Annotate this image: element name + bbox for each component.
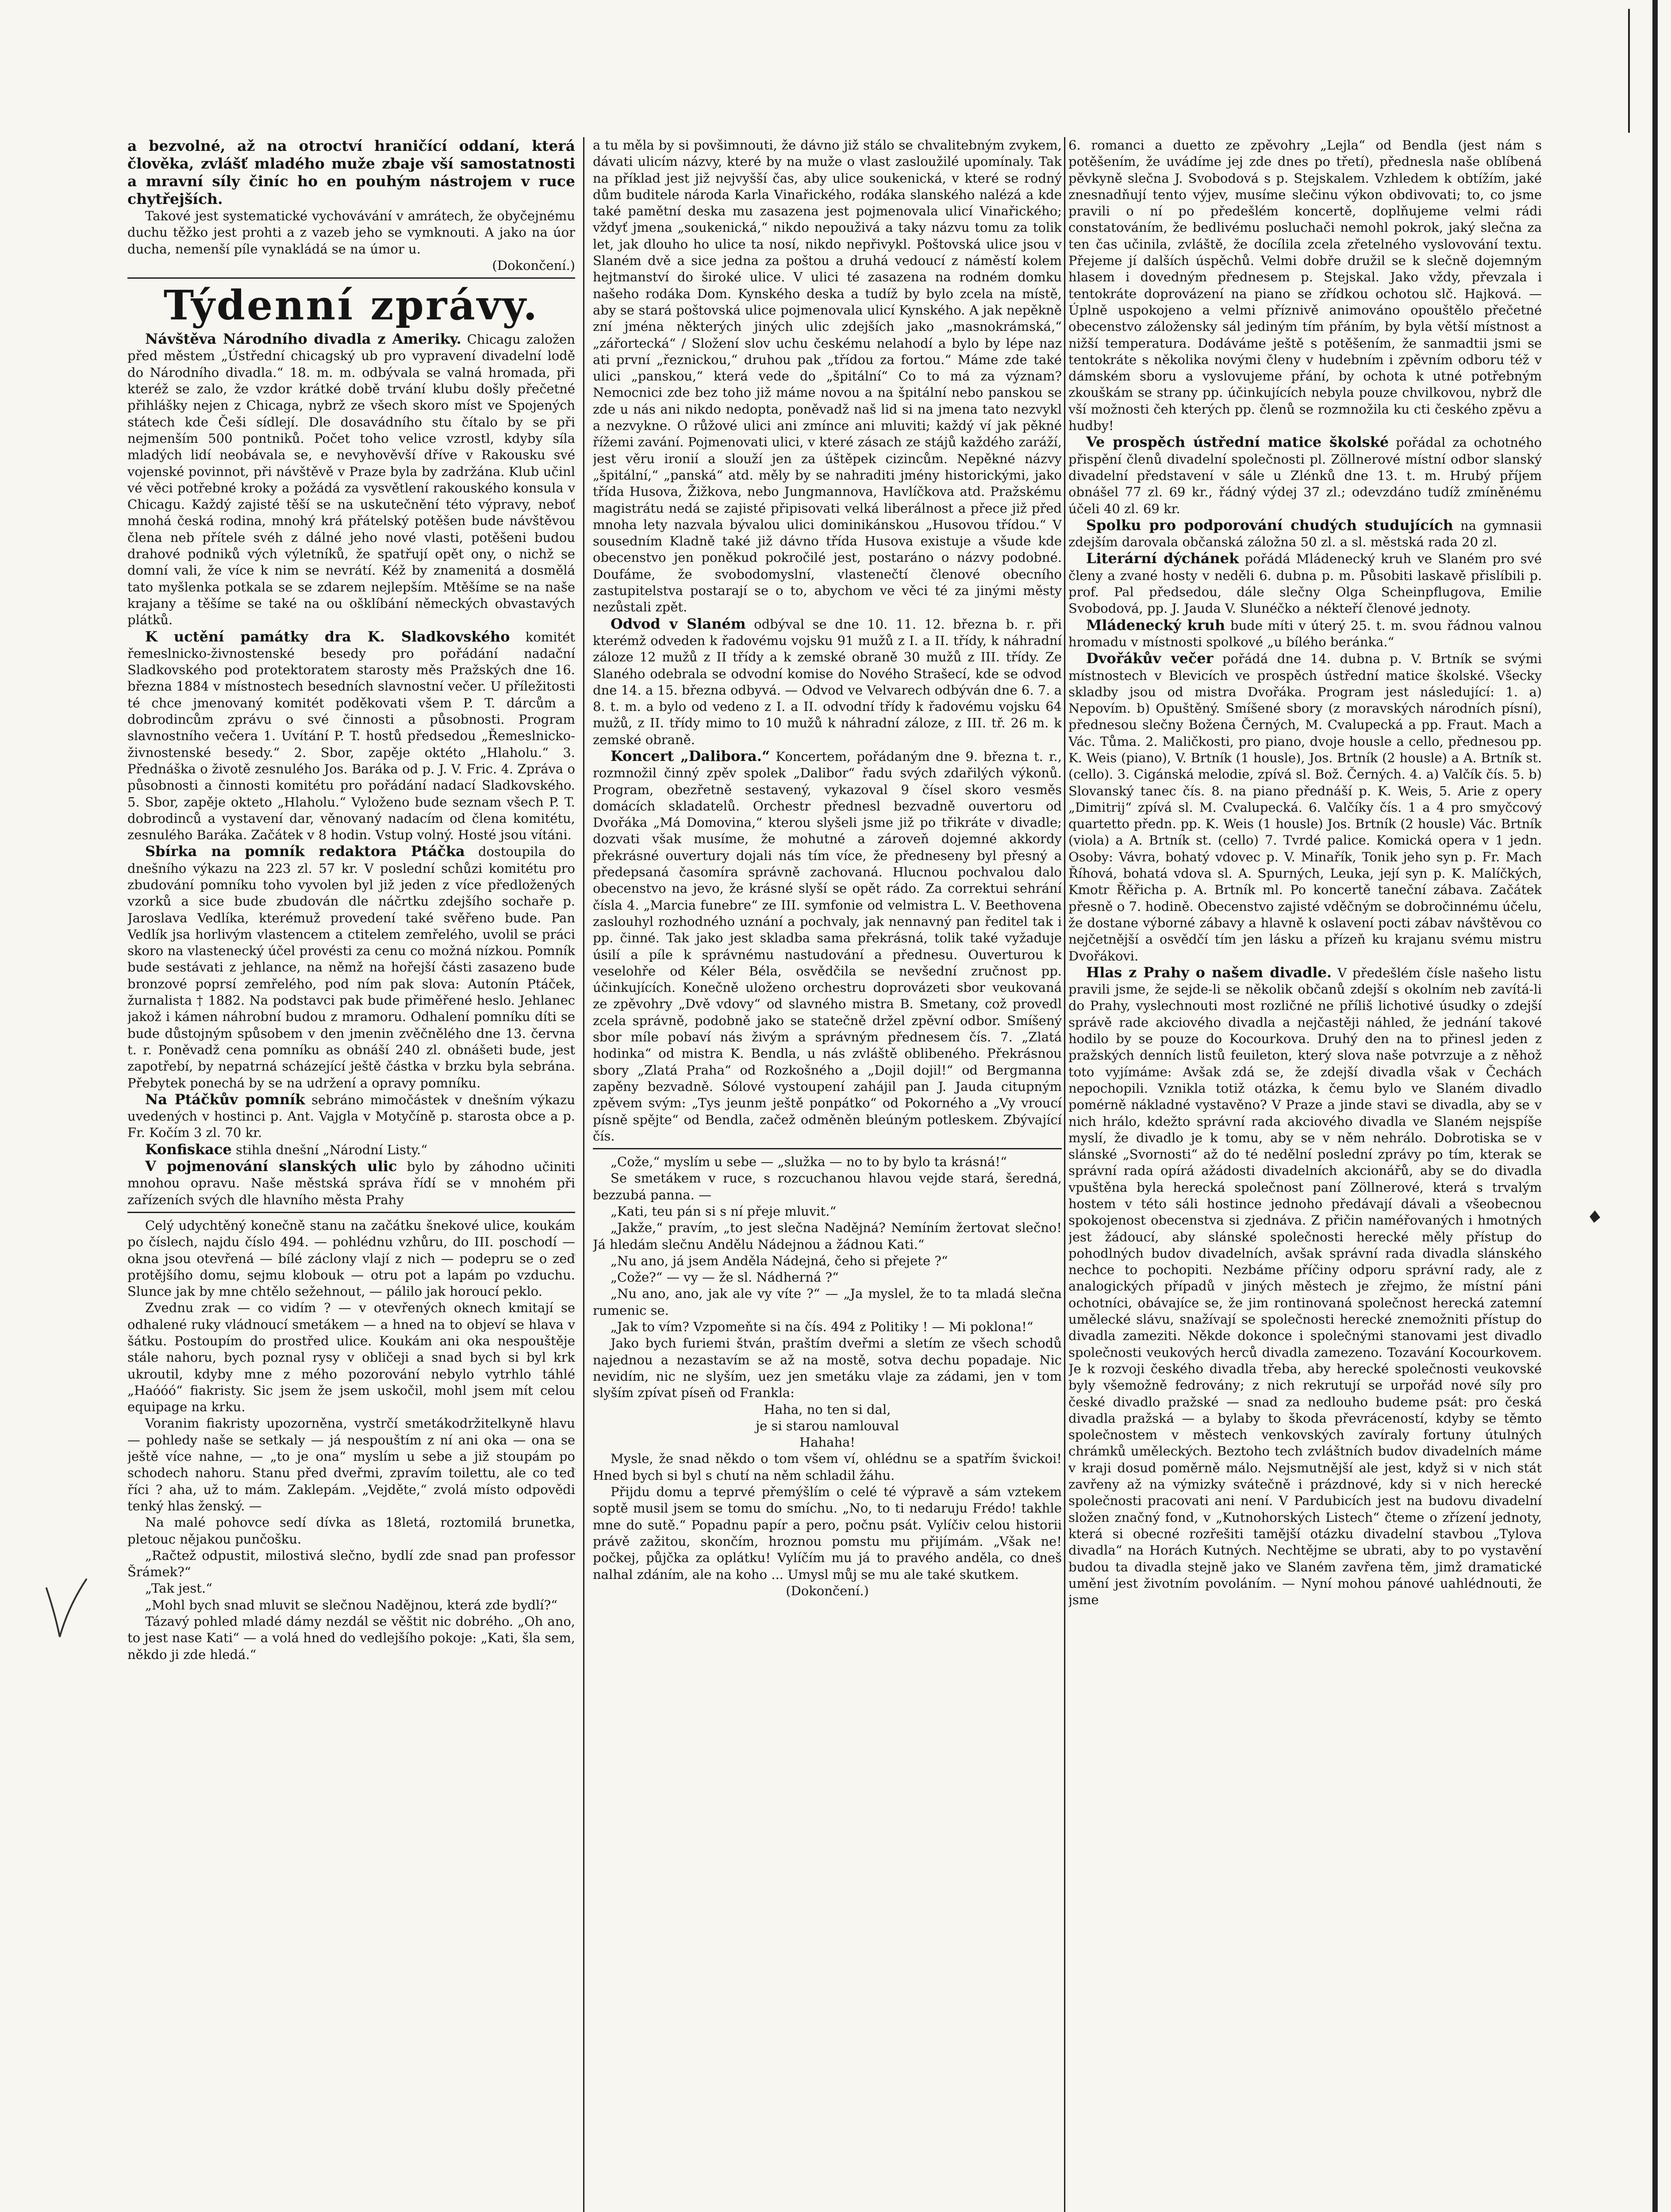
news-headline: Návštěva Národního divadla z Ameriky. [145, 330, 461, 348]
story-paragraph: Voranim fiakristy upozorněna, vystrčí smetákodržitelkyně hlavu — pohledy naše se setkaly — já nespouštím z ní ani oka — ona se ještě více nahne, — „to je ona“ myslím u sebe a již stoupám po schodech nahoru. Stanu před dveřmi, zpravím toilettu, ale co teď říci ? aha, už to mám. Zaklepám. „Vejděte,“ zvolá místo odpovědi tenký hlas ženský. — [127, 1416, 575, 1513]
news-body: pořádá Mládenecký kruh ve Slaném pro své členy a zvané hosty v neděli 6. dubna p. m. Působiti laskavě přislíbili p. prof. Pal předsedou, dále slečny Olga Scheinpflugova, Emilie Svobodová, pp. J. Jauda V. Slunéčko a nékteří členové jednoty. [1068, 551, 1542, 616]
story-paragraph: „Cože,“ myslím u sebe — „služka — no to by bylo ta krásná!“ [611, 1154, 1007, 1170]
story-paragraph: „Nu ano, já jsem Anděla Nádejná, čeho si přejete ?“ [611, 1253, 948, 1268]
news-body: na gymnasii zdejším darovala občanská záložna 50 zl. a sl. městská rada 20 zl. [1068, 518, 1542, 550]
section-title: Týdenní zprávy. [163, 281, 539, 330]
story-paragraph: Tázavý pohled mladé dámy nezdál se věštit nic dobrého. „Oh ano, to jest nase Kati“ — a volá hned do vedlejšího pokoje: „Kati, šla sem, někdo ji zde hledá.“ [127, 1614, 575, 1662]
news-body: odbýval se dne 10. 11. 12. března b. r. při kterémž odveden k řadovému vojsku 91 mužů z I. a II. třídy, k náhradní záloze 12 mužů z II třídy a k zemské obraně 30 mužů z III. třídy. Ze Slaného odebrala se odvodní komise do Nového Strašecí, kde se odvod dne 14. a 15. března odbyvá. — Odvod ve Velvarech odbýván dne 6. 7. a 8. t. m. a bylo od vedeno z I. a II. odvodní třídy k řadovému vojsku 64 mužů, z II. třídy mimo to 10 mužů k náhradní záloze, z III. tř. 26 m. k zemské obraně. [593, 616, 1062, 747]
song-verse: je si starou namlouval [756, 1418, 899, 1433]
continuation-note: (Dokončení.) [786, 1583, 869, 1598]
news-headline: Koncert „Dalibora.“ [611, 747, 770, 764]
news-body: bude míti v úterý 25. t. m. svou řádnou valnou hromadu v místnosti spolkové „u bílého beránka.“ [1068, 618, 1542, 649]
news-item [127, 1158, 575, 1208]
column-2 [593, 137, 1062, 2212]
news-headline: Konfiskace [145, 1141, 232, 1158]
story-paragraph: Se smetákem v ruce, s rozcuchanou hlavou vejde stará, šeredná, bezzubá panna. — [593, 1171, 1062, 1202]
column-rule-1 [583, 137, 584, 2212]
news-body: V předešlém čísle našeho listu pravili jsme, že sejde-li se několik občanů zdejší s okolním neb zavítá-li do Prahy, vyslechnouti most rozličné ne příliš lichotivé úsudky o zdejší správě rade akciového divadla a nejčastěji náhled, že jednání takové hodilo by se pouze do Kocourkova. Druhý den na to přinesl jeden z pražských denních listů feuileton, který slova naše potvrzuje a z něhož toto vyjímáme: Avšak zdá se, že zdejší divadla však v Čechách nepochopili. Vznikla totiž otázka, k čemu bylo ve Slaném divadlo pomérně nákladné vystavěno? V Praze a jinde stavi se divadla, aby se v nich hrálo, kdežto správní rada akciového divadla ve Slaném nejspíše myslí, že divadlo je k tomu, aby se v něm nehrálo. Dobrotiska se v slánské „Svornosti“ až do té nedělní poslední zprávy po tím, kterak se správní rada opírá ažádosti divadelních akcionářů, aby se do divadla vpuštěna byla herecká společnost paní Zöllnerové, která s trvalým hostem v této sáli hostince jednoho předávají dávali a všeobecnou spokojenost obecenstva si zjednáva. Z přičin naméřovaných i hmotných jest žádoucí, aby slánské společnosti herecké měly přístup do pohodlných budov divadelních, avšak správní rada divadla slánského nechce to pochopiti. Nezbáme příčiny odporu správní rady, ale z analogických případů v jiných městech je zřejmo, že místní páni ochotníci, obávajíce se, že jim rontinovaná společnost herecká zatemní umělecké slávu, snažívají se společnosti herecké znemožniti přístup do divadla zameziti. Někde dokonce i společnými stanovami jest divadlo společnosti veukových herců divadla zamezeno. Tozavání Kocourkovem. Je k rozvoji českého divadla třeba, aby herecké společnosti veukovské byly všemožně fedrovány; z nich rekrutují se urpořád nové síly pro české divadlo pražské — snad za nedlouho budeme psát: pro česká divadla pražská — a bylaby to škoda převráceností, kdyby se těmto společnostem v městech venkovských zavíraly fortuny útulných chrámků uměleckých. Beztoho tech zvláštních budov divadelních máme v kraji dosud poměrně málo. Nejsmutnější ale jest, když si v nich stát zavřeny až na výmizky svátečně i prázdnové, kdy si v nich herecké společnosti pracovati ani není. V Pardubicích jest na budovu divadelní složen značný fond, v „Kutnohorských Listech“ čteme o zřízení jednoty, která si obecné rozřešiti tamější otázku divadelní stavbou „Tylova divadla“ na Horách Kutných. Nechtějme se ubrati, aby to po vystavění budou ta divadla stejně jako ve Slaném zavřena těm, jimž dramatické umění jest životním povoláním. — Nyní mohou pánové uahlédnouti, že jsme [1068, 965, 1542, 1608]
news-item [127, 331, 575, 628]
news-headline: Hlas z Prahy o našem divadle. [1086, 964, 1332, 981]
news-item [127, 843, 575, 1091]
continuation-note: (Dokončení.) [492, 257, 575, 273]
news-body: sebráno mimočástek v dnešním výkazu uvedených v hostinci p. Ant. Vajgla v Motyčíně p. starosta obce a p. Fr. Kočím 3 zl. 70 kr. [127, 1092, 575, 1141]
news-body: stihla dnešní „Národní Listy.“ [235, 1142, 428, 1157]
page-edge-shadow [1652, 0, 1658, 2212]
ink-blot [1586, 1208, 1604, 1225]
news-item [1068, 650, 1542, 964]
news-body: komitét řemeslnicko-živnostenské besedy pro pořádání nadační Sladkovského pod protektoratem starosty měs Pražských dne 16. března 1884 v místnostech besedních slavnostní večer. U příležitosti té chce jmenovaný komitét poděkovati všem P. T. dárcům a dobrodincům zprávu o své činnosti a působnosti. Program slavnostního večera 1. Uvítání P. T. hostů předsedou „Řemeslnicko-živnostenské besedy.“ 2. Sbor, zapěje oktéto „Hlaholu.“ 3. Přednáška o životě zesnulého Jos. Baráka od p. J. V. Fric. 4. Zpráva o působnosti a činnosti komitétu pro pořádání nadací Sladkovského. 5. Sbor, zapěje okteto „Hlaholu.“ Vyloženo bude seznam všech P. T. dobrodinců a vystavení dar, věnovaný nadacím od člena komitétu, zesnulého Baráka. Začátek v 8 hodin. Vstup volný. Hosté jsou vítáni. [127, 629, 575, 843]
story-paragraph: Mysle, že snad někdo o tom všem ví, ohlédnu se a spatřím švickoi! Hned bych si byl s chutí na něm schladil žáhu. [593, 1451, 1062, 1483]
column-3 [1068, 137, 1542, 2212]
column-1 [127, 137, 575, 2212]
news-body: bylo by záhodno učiniti mnohou opravu. Naše městská správa řídí se v mnohém při zařízeních svých dle hlavního města Prahy [127, 1159, 575, 1207]
story-paragraph: „Tak jest.“ [145, 1581, 212, 1596]
song-verse: Haha, no ten si dal, [764, 1402, 891, 1417]
news-item [1068, 434, 1542, 517]
article-intro: a bezvolné, až na otroctví hraničící oddaní, která člověka, zvlášť mladého muže zbaje vší samostatnosti a mravní síly činíc ho en pouhým nástrojem v ruce chytřejších. [127, 137, 575, 207]
news-item [127, 629, 575, 844]
story-paragraph: „Jakže,“ pravím, „to jest slečna Nadějná? Nemíním žertovat slečno! Já hledám slečnu Andělu Nádejnou a žádnou Kati.“ [593, 1220, 1062, 1252]
news-body: Koncertem, pořádaným dne 9. března t. r., rozmnožil činný zpěv spolek „Dalibor“ řadu svých zdařilých výkonů. Program, obezřetně sestavený, vykazoval 9 čísel skoro vesměs domácích skladatelů. Orchestr přednesl bezvadně ouvertoru od Dvořáka „Má Domovina,“ kterou slyšeli jsme již po třikráte v divadle; dozvati však musíme, že mohutné a zároveň dojemné akkordy překrásné ouvertury dojali nás tím více, že předneseny byl přesný a předepsaná časomíra správně zachovaná. Hlucnou pochvalou dalo obecenstvo na jevo, že krásné slyší se opět rádo. Za correktui sehrání čísla 4. „Marcia funebre“ ze III. symfonie od velmistra L. V. Beethovena zaslouhyl rozhodného uznání a pochvaly, jak nennavný pan ředitel tak i pp. činné. Tak jako jest skladba sama překrásná, tolik také vyžaduje úsilí a píle k správnému nastudování a přednesu. Ouverturou k veselohře od Kéler Béla, osvědčila se nevšední zručnost pp. účinkujících. Konečně uloženo orchestru doprovázeti sbor veukovaná ze zpěvohry „Dvě vdovy“ od slavného mistra B. Smetany, což provedl zcela správně, podobně jako se statečně držel zpěvní odbor. Smíšený sbor míle pobaví nás živým a správným přednesem čís. 7. „Zlatá hodinka“ od mistra K. Bendla, u nás zvláště oblibeného. Překrásnou sbory „Zlatá Praha“ od Rozkošného a „Dojil dojil!“ od Bergmanna zapěny bezvadně. Sólové vystoupení zahájil pan J. Jauda citupným zpěvem svým: „Tys jeunm ještě ponpátko“ od Pokorného a „Vy vroucí písně spějte“ od Bendla, začež odměněn bleúným potleskem. Zbývající čís. [593, 749, 1062, 1144]
story-paragraph: „Jak to vím? Vzpomeňte si na čís. 494 z Politiky ! — Mi poklona!“ [611, 1319, 1033, 1335]
story-paragraph: Celý udychtěný konečně stanu na začátku šnekové ulice, koukám po číslech, najdu číslo 494. — pohlédnu vzhůru, do III. poschodí — okna jsou otevřená — bílé záclony vlají z nich — podepru se o zeď protějšího domu, sejmu klobouk — otru pot a lapám po vzduchu. Slunce jak by mne chtělo sežehnout, — pálilo jak horoucí peklo. [127, 1217, 575, 1299]
news-item [1068, 550, 1542, 617]
news-item [593, 616, 1062, 748]
news-headline: Mládenecký kruh [1086, 616, 1225, 634]
news-item [1068, 964, 1542, 1609]
article-paragraph: a tu měla by si povšimnouti, že dávno již stálo se chvalitebným zvykem, dávati ulicím názvy, které by na muže o vlast zasloužilé upomínaly. Tak na příklad jest již nejvyšší čas, aby ulice soukenická, v které se rodný dům buditele národa Karla Vinařického, rodáka slanského nalézá a kde také pamětní deska mu zasazena jest pojmenovala ulicí Vinařického; vždyť jmena „soukenická,“ nikdo nepouživá a taky názvu tomu za tolik let, jak dlouho ho ulice ta nosí, nikdo nepřivykl. Poštovská ulice jsou v Slaném dvě a sice jedna za poštou a druhá vedoucí z náměstí kolem hejtmanství do široké ulice. V ulici té zasazena na rodném domku našeho rodáka Dom. Kynského deska a tudíž by bylo zcela na místě, aby se stará poštovská ulice pojmenovala ulicí Kynského. A jak nepěkně zní jména některých jiných ulic zdejších jako „masnokrámská,“ „zářortecká“ / Složení slov uchu českému nelahodí a bylo by lépe naz ati první „řeznickou,“ druhou pak „třídou za fortou.“ Máme zde také ulici „panskou,“ která vede do „špitální“ Co to má za význam? Nemocnici zde bez toho již máme novou a na špitální nebo panskou se zde u nás ani nikdo nedopta, poněvadž naš lid si na jmena tato nezvykl a nezvykne. O růžové ulici ani zmínce ani mluviti; každý ví jak pěkné řížemi zavání. Pojmenovati ulici, v které zásach ze stájů každého zaráží, jest věru ironií a slouží jen za úštěpek cizincům. Nepěkné názvy „špitální,“ „panská“ atd. měly by se nahraditi jmény historickými, jako třída Husova, Žižkova, nebo Jungmannova, Havlíčkova atd. Pražskému magistrátu nedá se zajisté připisovati velká liberálnost a přece již před mnoha lety nazvala bývalou ulici dominikánskou „Husovou třídou.“ V sousedním Kladně také již dávno třída Husova existuje a všude kde obecenstvo jen poněkud pokročilé jest, postaráno o názvy podobné. Doufáme, že svobodomyslní, vlastenečtí členové obecního zastupitelstva postarají se o to, abychom ve věci té za jinými městy nezůstali zpět. [593, 138, 1062, 615]
article-paragraph: 6. romanci a duetto ze zpěvohry „Lejla“ od Bendla (jest nám s potěšením, že uvádíme jej zde dnes po třetí), přednesla naše oblíbená pěvkyně slečna J. Svobodová s p. Stejskalem. Vzhledem k obtížím, jaké znesnadňují tento výjev, musíme slečinu výkon obdivovati; to, co jsme pravili o ní po předešlém koncertě, doplňujeme velmi rádi constatováním, že bedlivému posluchači nemohl pokrok, jaký slečna za ten čas učinila, zvláště, že docílila zcela zřetelného vyslovování textu. Přejeme jí dalších úspěchů. Velmi dobře družil se k slečně dojemným hlasem i dovedným přednesem p. Stejskal. Jako vždy, převzala i tentokráte doprovázení na piano se zřídkou ochotou slč. Hajková. — Úplně uspokojeno a velmi příznivě animováno opouštělo přečetné obecenstvo záložensky sál jediným tím přáním, by byla větší místnost a nižší temperatura. Dodáváme ještě s potěšením, že sanmadtii jsmi se tentokráte s několika novými členy v hudebním i zpěvním odboru též v dámském sboru a vyslovujeme přání, by ochota k utné potřebným zkouškám se strany pp. účinkujících nebyla pouze chvilkovou, nybrž dle vší možnosti čeh kterých pp. členů se rozmnožila ku cti českého zpěvu a hudby! [1068, 138, 1542, 434]
story-paragraph: „Nu ano, ano, jak ale vy víte ?“ — „Ja myslel, že to ta mladá slečna rumenic se. [593, 1286, 1062, 1318]
news-headline: Odvod v Slaném [611, 615, 746, 632]
news-body: pořádal za ochotného přispění členů divadelní společnosti pl. Zöllnerové místní odbor slanský divadelní představení v sále u Zlénků dne 13. t. m. Hrubý příjem obnášel 77 zl. 69 kr., řádný výdej 37 zl.; odevzdáno tudíž zmíněnému účeli 40 zl. 69 kr. [1068, 435, 1542, 516]
news-headline: Sbírka na pomník redaktora Ptáčka [145, 843, 465, 860]
news-headline: Literární dýchánek [1086, 550, 1239, 567]
news-body: dostoupila do dnešního výkazu na 223 zl. 57 kr. V poslední schůzi komitétu pro zbudování pomníku toho vyvolen byl již jeden z více předložených vzorků a sice bude zbudován dle náčrtku zdejšího sochaře p. Jaroslava Vedlíka, kterémuž provedení také svěřeno bude. Pan Vedlík jsa horlivým vlastencem a ctitelem zemřelého, uvolil se práci skoro na vlastenecký účel provésti za cenu co možná nízkou. Pomník bude sestávati z jehlance, na němž na hořejší části zasazeno bude bronzové poprsí zemřelého, pod ním pak slova: Autonín Ptáček, žurnalista † 1882. Na podstavci pak bude přiměřené heslo. Jehlanec jakož i kámen náhrobní budou z mramoru. Odhalení pomníku díti se bude důstojným spůsobem v den jmenin zvěčnělého dne 13. června t. r. Poněvadž cena pomníku as obnáší 240 zl. obnášeti bude, jest zapotřebí, by nepatrná scházející ještě částka v brzku byla sebrána. Přebytek ponechá by se na udržení a opravy pomníku. [127, 844, 575, 1091]
news-item [593, 748, 1062, 1144]
edge-rule-mark [1615, 9, 1630, 133]
story-paragraph: Přijdu domu a teprvé přemýšlím o celé té výpravě a sám vztekem soptě musil jsem se tomu do smíchu. „No, to ti nedaruju Frédo! takhle mne do sutě.“ Popadnu papír a pero, počnu psát. Vylíčiv celou historii právě zažitou, skončím, hroznou pomstu mu přijímám. „Však ne! počkej, půjčka za oplátku! Vylíčím mu já to pravého anděla, co dneš nalhal zdáním, ale na koho ... Umysl můj se mu ale také skutkem. [593, 1484, 1062, 1582]
feuilleton-rule [127, 1212, 575, 1213]
article-paragraph: Takové jest systematické vychovávání v amrátech, že obyčejnému duchu těžko jest prohti a z vazeb jeho se vymknouti. A jako na úor ducha, nemenší píle vynakládá se na úmor u. [127, 208, 575, 257]
story-paragraph: Jako bych furiemi štván, praštím dveřmi a sletím ze všech schodů najednou a nezastavím se až na mostě, sotva dechu popadaje. Nic nevidím, nic ne slyším, uez jen smetáku vlaje za zádami, jen v tom slyším zpívat píseň od Frankla: [593, 1336, 1062, 1401]
story-paragraph: „Mohl bych snad mluvit se slečnou Nadějnou, která zde bydlí?“ [145, 1597, 557, 1613]
section-rule [127, 277, 575, 279]
news-headline: V pojmenování slanských ulic [145, 1158, 397, 1175]
news-body: pořádá dne 14. dubna p. V. Brtník se svými místnostech v Blevicích ve prospěch ústřední matice školské. Všecky skladby jsou od mistra Dvořáka. Program jest následující: 1. a) Nepovím. b) Opuštěný. Smíšené sbory (z moravských národních písní), přednesou slečny Božena Černých, M. Cvalupecká a pp. Fraut. Mach a Vác. Tůma. 2. Maličkosti, pro piano, dvoje housle a cello, přednesou pp. K. Weis (piano), V. Brtník (1 housle), Jos. Brtník (2 housle) a A. Brtník st. (cello). 3. Cigánská melodie, zpívá sl. Bož. Černých. 4. a) Valčík čís. 5. b) Slovanský tanec čís. 8. na piano přednáší p. K. Weis, 5. Arie z opery „Dimitrij“ zpívá sl. M. Cvalupecká. 6. Valčíky čís. 1 a 4 pro smyčcový quartetto předn. pp. K. Weis (1 housle) Jos. Brtník (2 housle) Vác. Brtník (viola) a A. Brtník st. (cello) 7. Tvrdé palice. Komická opera v 1 jedn. Osoby: Vávra, bohatý vdovec p. V. Minařík, Tonik jeho syn p. Fr. Mach Říhová, bohatá vdova sl. A. Spurných, Leuka, její syn p. K. Malíčkých, Kmotr Řěřicha p. A. Brtník ml. Po koncertě taneční zábava. Začátek přesně o 7. hodině. Obecenstvo zajisté vděčným se dobročinnému účelu, že dostane výborné zábavy a hlavně k oslavení pocti zábav návštěvou co nejčetnější a osvědčí tím jen lásku a přízeň ku krajanu svému mistru Dvořákovi. [1068, 651, 1542, 964]
news-body: Chicagu založen před městem „Ústřední chicagský ub pro vypravení divadelní lodě do Národního divadla.“ 18. m. m. odbývala se valná hromada, při kteréž se zalo, že vzdor krátké době trvání klubu došly přečetné přihlášky nejen z Chicaga, nybrž ze všech skoro míst ve Spojených státech kde Češi sídlejí. Dle dosavádního stu čítalo by se při nejmenším 500 pontniků. Počet toho velice vzrostl, kdyby síla mladých lidí neobávala se, e nevyhověvší dříve v Rakousku své vojenské povinnot, při návštěvě v Praze byla by zadržána. Klub učinl vé věci potřebné kroky a požádá za vysvětlení rakouského konsula v Chicagu. Každý zajisté těší se na uskutečnění této výpravy, neboť mnohá česká rodina, mnohý krá přátelský potěšen bude návštěvou člena neb přítele svéh z dálné jeho nové vlasti, potěšeni budou drahové podniků vých výletníků, že spatřují opět ony, o nichž se domní vali, že více k nim se nevrátí. Kéž by znamenitá a dosmělá tato myšlenka potkala se se zdarem nejlepším. Mtěšíme se na naše krajany a těšíme se také na ou ošklíbání německých obvastavých plátků. [127, 332, 575, 628]
news-item [1068, 617, 1542, 651]
news-headline: Spolku pro podporování chudých studujících [1086, 516, 1453, 534]
story-paragraph: Zvednu zrak — co vidím ? — v otevřených oknech kmitají se odhalené ruky vládnoucí smetákem — a hned na to objeví se hlava v šátku. Postoupím do prostřed ulice. Koukám ani oka nespouštěje stále nahoru, bych poznal rysy v obličeji a snad bych si byl krk ukroutil, kdyby mne z mého pozorování nebylo vytrhlo táhlé „Haóóó“ fiakristy. Sic jsem že jsem uskočil, mohl jsem mít celou equipage na krku. [127, 1300, 575, 1415]
handwritten-check-mark [42, 1575, 91, 1641]
news-headline: Ve prospěch ústřední matice školské [1086, 434, 1389, 451]
story-paragraph: Na malé pohovce sedí dívka as 18letá, roztomilá brunetka, pletouc nějakou punčošku. [127, 1515, 575, 1547]
story-paragraph: „Kati, teu pán si s ní přeje mluvit.“ [611, 1204, 837, 1219]
news-headline: Na Ptáčkův pomník [145, 1091, 305, 1108]
story-paragraph: „Račtež odpustit, milostivá slečno, bydlí zde snad pan professor Šrámek?“ [127, 1548, 575, 1580]
story-paragraph: „Cože?“ — vy — že sl. Nádherná ?“ [611, 1270, 839, 1285]
news-headline: Dvořákův večer [1086, 650, 1214, 667]
song-verse: Hahaha! [799, 1435, 856, 1450]
news-headline: K uctění památky dra K. Sladkovského [145, 628, 510, 645]
news-item [1068, 517, 1542, 551]
news-item [127, 1141, 575, 1158]
column-rule-2 [1064, 137, 1065, 2212]
news-item [127, 1091, 575, 1141]
feuilleton-rule [593, 1148, 1062, 1149]
